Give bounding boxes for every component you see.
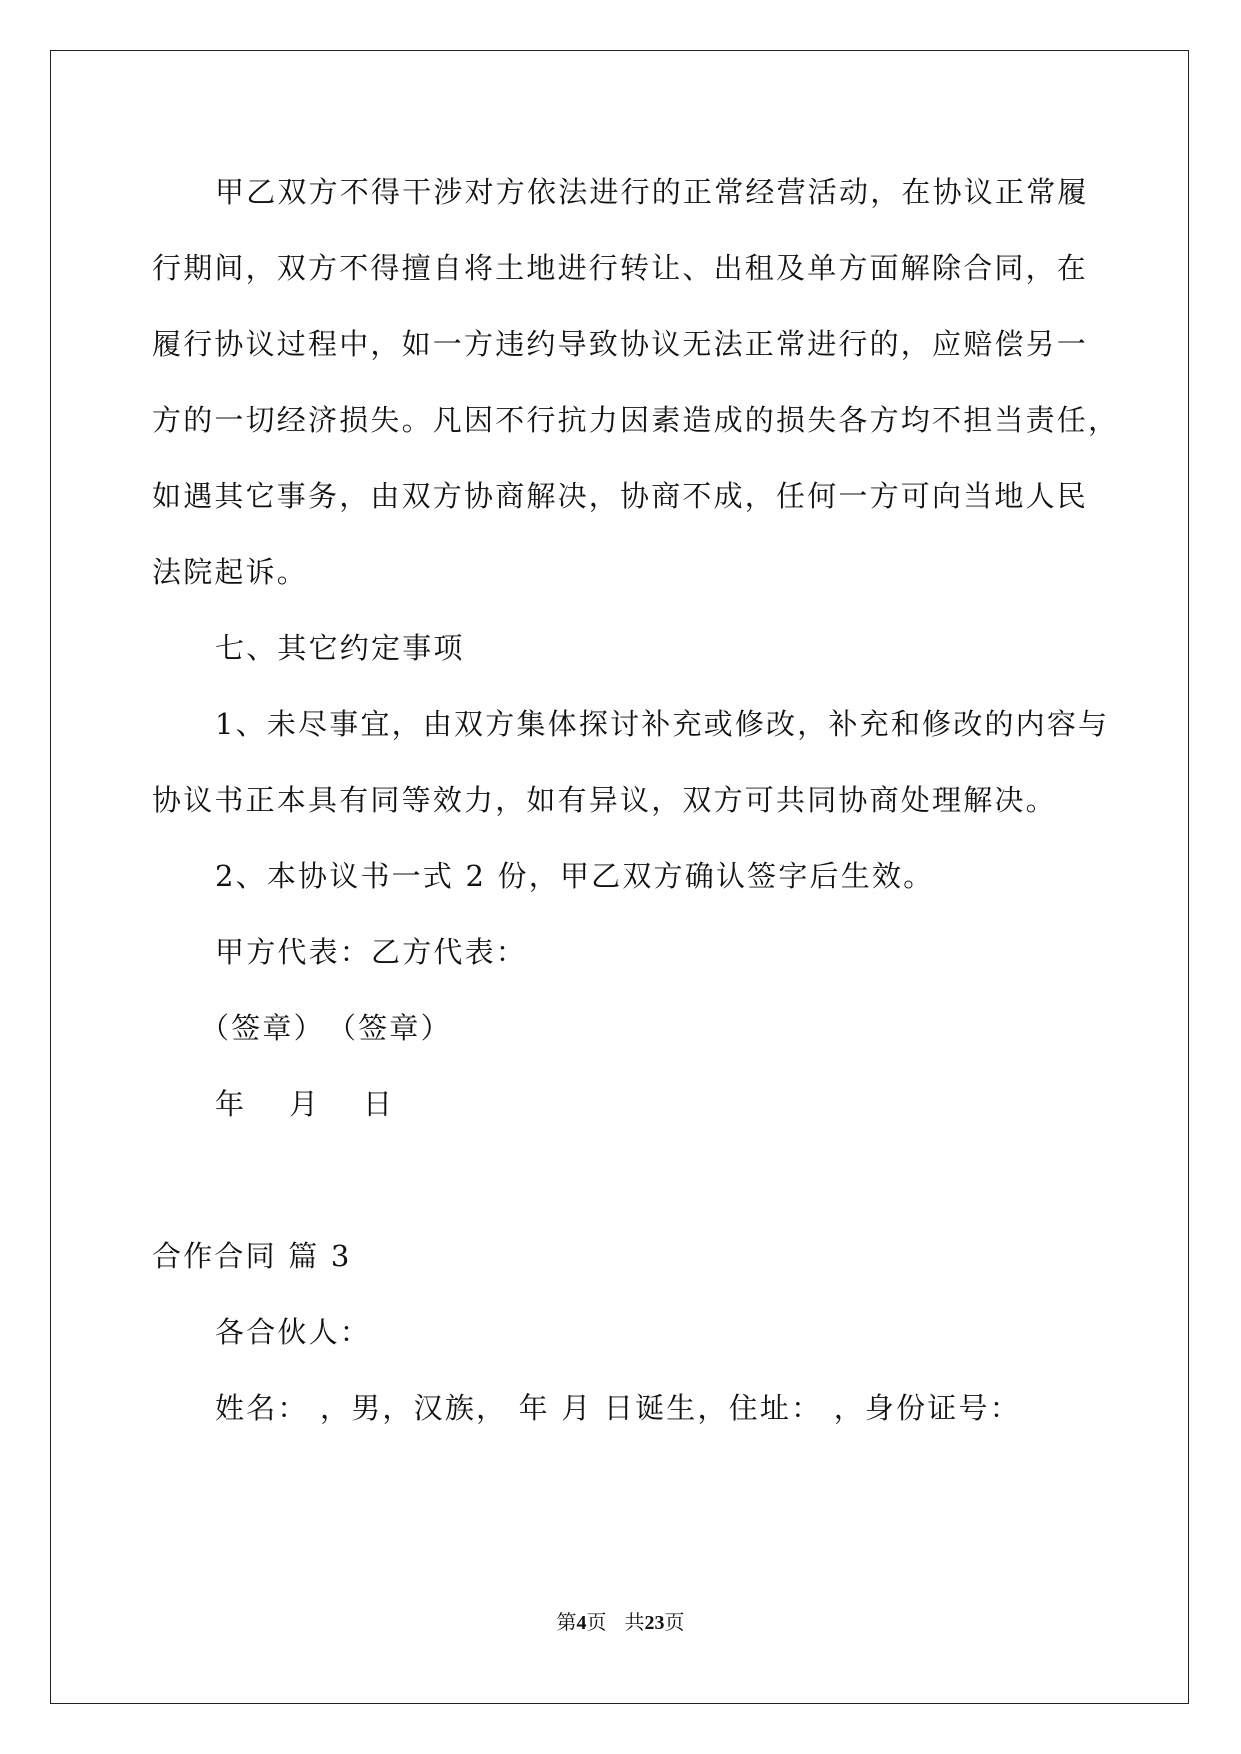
footer-page-number: 4 xyxy=(576,1612,587,1634)
representatives-line: 甲方代表：乙方代表： xyxy=(215,935,528,969)
partners-label: 各合伙人： xyxy=(215,1315,372,1349)
footer-prefix: 第 xyxy=(556,1612,577,1634)
footer-page-suffix: 页 xyxy=(586,1612,607,1634)
seals-line: （签章） （签章） xyxy=(200,1011,452,1045)
paragraph-line: 甲乙双方不得干涉对方依法进行的正常经营活动，在协议正常履 xyxy=(215,175,1089,209)
paragraph-line: 法院起诉。 xyxy=(152,555,309,589)
item-1-line: 1、未尽事宜，由双方集体探讨补充或修改，补充和修改的内容与 xyxy=(215,707,1110,741)
section-heading: 七、其它约定事项 xyxy=(215,631,465,665)
paragraph-line: 方的一切经济损失。凡因不行抗力因素造成的损失各方均不担当责任， xyxy=(152,403,1120,437)
footer-total-prefix: 共 xyxy=(624,1612,645,1634)
footer-total-suffix: 页 xyxy=(664,1612,685,1634)
item-1-line: 协议书正本具有同等效力，如有异议，双方可共同协商处理解决。 xyxy=(152,783,1057,817)
item-2: 2、本协议书一式 2 份，甲乙双方确认签字后生效。 xyxy=(215,859,935,893)
partner-info-line: 姓名： ，男，汉族， 年 月 日诞生，住址： ，身份证号： xyxy=(215,1391,1021,1425)
paragraph-line: 履行协议过程中，如一方违约导致协议无法正常进行的，应赔偿另一 xyxy=(152,327,1089,361)
footer-total-pages: 23 xyxy=(644,1612,665,1634)
page-footer xyxy=(0,1610,1241,1636)
contract-title: 合作合同 篇 3 xyxy=(152,1239,352,1273)
paragraph-line: 行期间，双方不得擅自将土地进行转让、出租及单方面解除合同，在 xyxy=(152,251,1089,285)
paragraph-line: 如遇其它事务，由双方协商解决，协商不成，任何一方可向当地人民 xyxy=(152,479,1089,513)
date-line: 年 月 日 xyxy=(215,1087,401,1121)
